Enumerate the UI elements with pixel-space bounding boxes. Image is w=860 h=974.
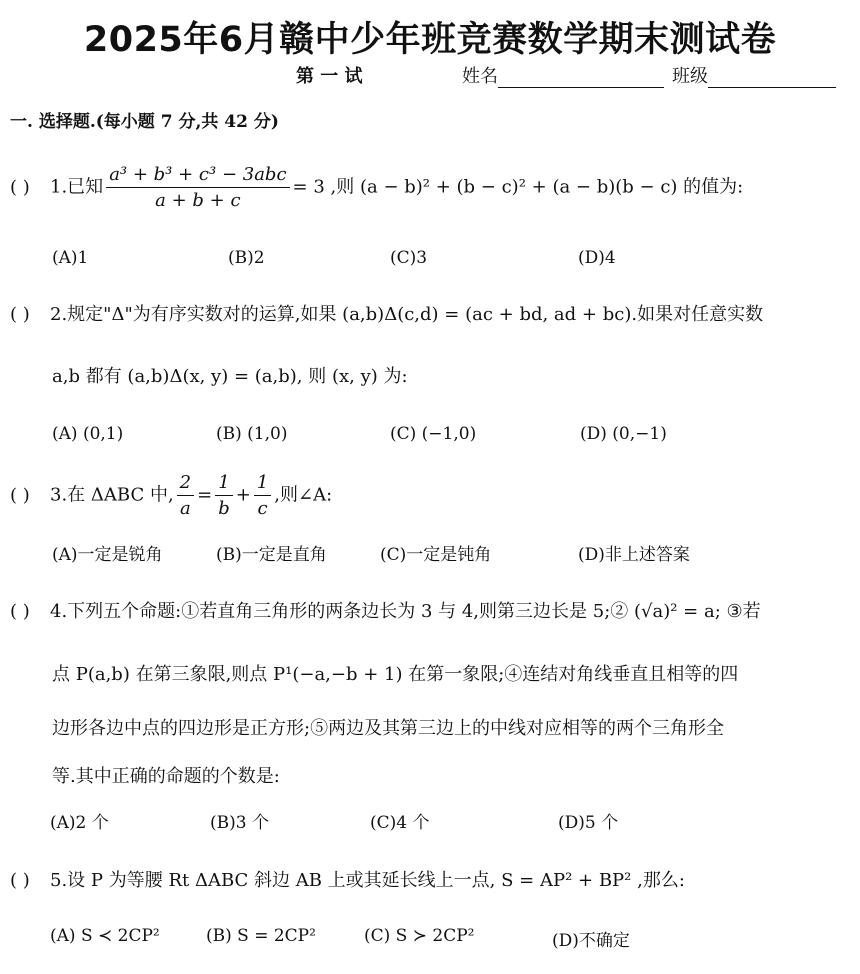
q2-line-1: 2.规定"Δ"为有序实数对的运算,如果 (a,b)Δ(c,d) = (ac + bd, ad + bc).如果对任意实数 xyxy=(50,304,764,325)
q3-f2-den: b xyxy=(218,498,230,519)
name-label: 姓名 xyxy=(462,66,498,87)
q1-fraction xyxy=(106,164,289,211)
question-1 xyxy=(10,164,743,211)
q3-equals: = xyxy=(197,484,213,506)
q4-line-2: 点 P(a,b) 在第三象限,则点 P¹(−a,−b + 1) 在第一象限;④连结对角线垂直且相等的四 xyxy=(52,664,739,685)
q5-option-b: (B) S = 2CP² xyxy=(206,926,316,946)
q1-rest: = 3 ,则 (a − b)² + (b − c)² + (a − b)(b − c) 的值为: xyxy=(292,176,744,198)
q3-fraction-1 xyxy=(177,472,194,519)
q4-option-d: (D)5 个 xyxy=(558,813,619,833)
name-field xyxy=(462,62,664,88)
q5-option-c: (C) S ≻ 2CP² xyxy=(364,926,475,946)
q4-option-c: (C)4 个 xyxy=(370,813,430,833)
q3-f1-num: 2 xyxy=(177,472,194,496)
answer-paren: ( ) xyxy=(10,484,30,506)
q2-option-c: (C) (−1,0) xyxy=(390,424,477,444)
section-title: 一. 选择题.(每小题 7 分,共 42 分) xyxy=(10,112,279,132)
q3-fraction-2 xyxy=(215,472,233,519)
question-5 xyxy=(10,866,685,892)
q5-option-d: (D)不确定 xyxy=(552,931,630,951)
q2-option-b: (B) (1,0) xyxy=(216,424,288,444)
q3-fraction-3 xyxy=(254,472,271,519)
q1-option-b: (B)2 xyxy=(228,248,265,268)
q4-line-3: 边形各边中点的四边形是正方形;⑤两边及其第三边上的中线对应相等的两个三角形全 xyxy=(52,718,725,739)
class-blank xyxy=(708,69,836,88)
q3-f2-num: 1 xyxy=(215,472,233,496)
q1-option-c: (C)3 xyxy=(390,248,428,268)
q3-rest: ,则∠A: xyxy=(274,484,333,506)
q4-option-a: (A)2 个 xyxy=(50,813,109,833)
q3-prefix: 3.在 ΔABC 中, xyxy=(50,484,174,506)
q3-option-a: (A)一定是锐角 xyxy=(52,545,163,565)
q1-fraction-numerator: a³ + b³ + c³ − 3abc xyxy=(106,164,289,188)
q3-option-c: (C)一定是钝角 xyxy=(380,545,492,565)
q1-option-a: (A)1 xyxy=(52,248,89,268)
q3-plus: + xyxy=(235,484,251,506)
q3-option-d: (D)非上述答案 xyxy=(578,545,690,565)
answer-paren: ( ) xyxy=(10,304,30,325)
q2-option-d: (D) (0,−1) xyxy=(580,424,667,444)
q2-option-a: (A) (0,1) xyxy=(52,424,124,444)
q5-option-a: (A) S ≺ 2CP² xyxy=(50,926,160,946)
class-field xyxy=(672,62,836,88)
exam-title: 2025年6月赣中少年班竞赛数学期末测试卷 xyxy=(83,20,777,60)
q5-line-1: 5.设 P 为等腰 Rt ΔABC 斜边 AB 上或其延长线上一点, S = AP² + BP² ,那么: xyxy=(50,870,685,891)
answer-paren: ( ) xyxy=(10,601,30,622)
answer-paren: ( ) xyxy=(10,176,30,198)
round-label: 第 一 试 xyxy=(296,66,363,87)
question-4-line-1 xyxy=(10,597,761,623)
class-label: 班级 xyxy=(672,66,708,87)
question-2-line-1 xyxy=(10,300,763,326)
q1-prefix: 1.已知 xyxy=(50,176,104,198)
q4-option-b: (B)3 个 xyxy=(210,813,269,833)
q4-line-4: 等.其中正确的命题的个数是: xyxy=(52,766,280,787)
question-3 xyxy=(10,472,332,519)
q1-fraction-denominator: a + b + c xyxy=(155,190,241,211)
q3-f1-den: a xyxy=(180,498,191,519)
q3-f3-den: c xyxy=(257,498,268,519)
q3-f3-num: 1 xyxy=(254,472,271,496)
q4-line-1: 4.下列五个命题:①若直角三角形的两条边长为 3 与 4,则第三边长是 5;② (√a)² = a; ③若 xyxy=(50,601,761,622)
q1-option-d: (D)4 xyxy=(578,248,616,268)
q3-option-b: (B)一定是直角 xyxy=(216,545,327,565)
q2-line-2: a,b 都有 (a,b)Δ(x, y) = (a,b), 则 (x, y) 为: xyxy=(52,366,408,387)
name-blank xyxy=(498,69,664,88)
answer-paren: ( ) xyxy=(10,870,30,891)
